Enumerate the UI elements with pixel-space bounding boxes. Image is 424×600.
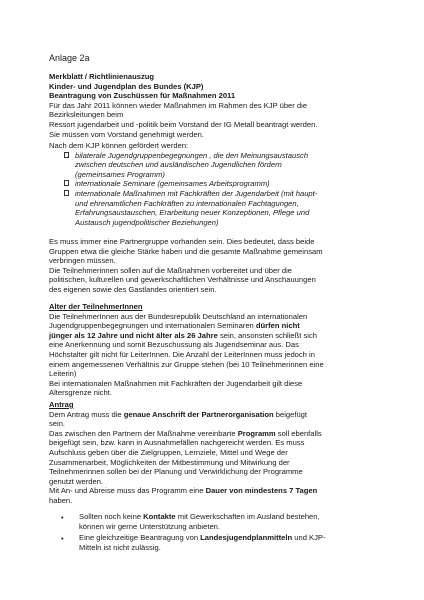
checkbox-icon — [64, 190, 69, 196]
age-section: Alter der TeilnehmerInnen Die TeilnehmerInnen aus der Bundesrepublik Deutschland an internationalen Jugendgruppenbegegnungen und internationalen Seminaren dürfen nicht jünger als 12 Jahre und nicht älter als 26 Jahre sein, ansonsten schließt sich eine Anerkennung und somit Bezuschussung als Jugendseminar aus. Das Höchstalter gilt nicht für LeiterInnen. Die Anzahl der LeiterInnen muss jedoch in einem angemessenen Verhältnis zur Gruppe stehen (bei 10 Teilnehmerinnen eine Leiterin) Bei internationalen Maßnahmen mit Fachkräften der Jugendarbeit gilt diese Altersgrenze nicht. — [49, 302, 398, 398]
checkbox-icon — [64, 152, 69, 158]
partner-line: Die Teilnehmerinnen sollen auf die Maßnahmen vorbereitet und über die — [49, 265, 293, 275]
partner-line: des eigenen sowie des Gastlandes orientiert sein. — [49, 284, 217, 294]
partner-line: verbringen müssen. — [49, 256, 116, 266]
header-title-1: Merkblatt / Richtlinienauszug — [49, 72, 155, 81]
list-item: • Eine gleichzeitige Beantragung von Landesjugendplanmitteln und KJP- Mitteln ist nicht zulässig. — [61, 533, 326, 552]
partner-line: Es muss immer eine Partnergruppe vorhanden sein. Dies bedeutet, dass beide — [49, 237, 315, 246]
intro-line: Bezirksleitungen beim — [49, 110, 124, 120]
list-item: • Sollten noch keine Kontakte mit Gewerkschaften im Ausland bestehen, können wir gerne Unterstützung anbieten. — [61, 512, 320, 531]
bullet-icon: • — [61, 534, 64, 544]
funding-section — [49, 141, 398, 227]
funding-lead: Nach dem KJP können gefördert werden: — [49, 141, 189, 150]
bullet-icon: • — [61, 513, 64, 522]
partner-line: politischen, kulturellen und gewerkschaftlichen Verhältnisse und Anschauungen — [49, 275, 316, 285]
annex-label: Anlage 2a — [49, 53, 90, 63]
intro-line: Sie müssen vom Vorstand genehmigt werden. — [49, 129, 204, 139]
age-heading: Alter der TeilnehmerInnen — [49, 302, 143, 311]
partner-line: Gruppen etwa die gleiche Stärke haben und die gesamte Maßnahme gemeinsam — [49, 246, 323, 256]
funding-item: bilaterale Jugendgruppenbegegnungen , die den Meinungsaustausch zwischen deutschen und ausländischen Jugendlichen fördern (gemeinsames Programm) — [49, 151, 398, 180]
application-heading: Antrag — [49, 400, 74, 409]
document-header — [49, 72, 398, 139]
header-title-2: Kinder- und Jugendplan des Bundes (KJP) — [49, 81, 204, 91]
intro-line: Für das Jahr 2011 können wieder Maßnahmen im Rahmen des KJP über die — [49, 100, 308, 110]
notes-list — [49, 512, 398, 552]
intro-line: Ressort jugendarbeit und -politik beim Vorstand der IG Metall beantragt werden. — [49, 119, 318, 129]
funding-item: internationale Maßnahmen mit Fachkräften der Jugendarbeit (mit haupt- und ehrenamtlichen Fachkräften zu internationalen Fachtagungen, Erfahrungsaustauschen, Erarbeitung neuer Konzeptionen, Pflege und Austausch jugendpolitischer Beziehungen) — [49, 189, 398, 227]
application-section: Antrag Dem Antrag muss die genaue Anschrift der Partnerorganisation beigefügt sein. Das zwischen den Partnern der Maßnahme vereinbarte Programm soll ebenfalls beigefügt sein, bzw. kann in Ausnahmefällen nachgereicht werden. Es muss Aufschluss geben über die Zielgruppen, Lernziele, Mittel und Wege der Zusammenarbeit, Möglichkeiten der Mitbestimmung und Mitwirkung der Teilnehmerinnen sollen bei der Planung und Verwirklichung der Programme genutzt werden. Mit An- und Abreise muss das Programm eine Dauer von mindestens 7 Tagen haben. — [49, 400, 398, 506]
header-title-3: Beantragung von Zuschüssen für Maßnahmen 2011 — [49, 91, 236, 101]
checkbox-icon — [64, 180, 69, 186]
partner-section — [49, 237, 398, 295]
funding-item: internationale Seminare (gemeinsames Arbeitsprogramm) — [49, 179, 398, 189]
